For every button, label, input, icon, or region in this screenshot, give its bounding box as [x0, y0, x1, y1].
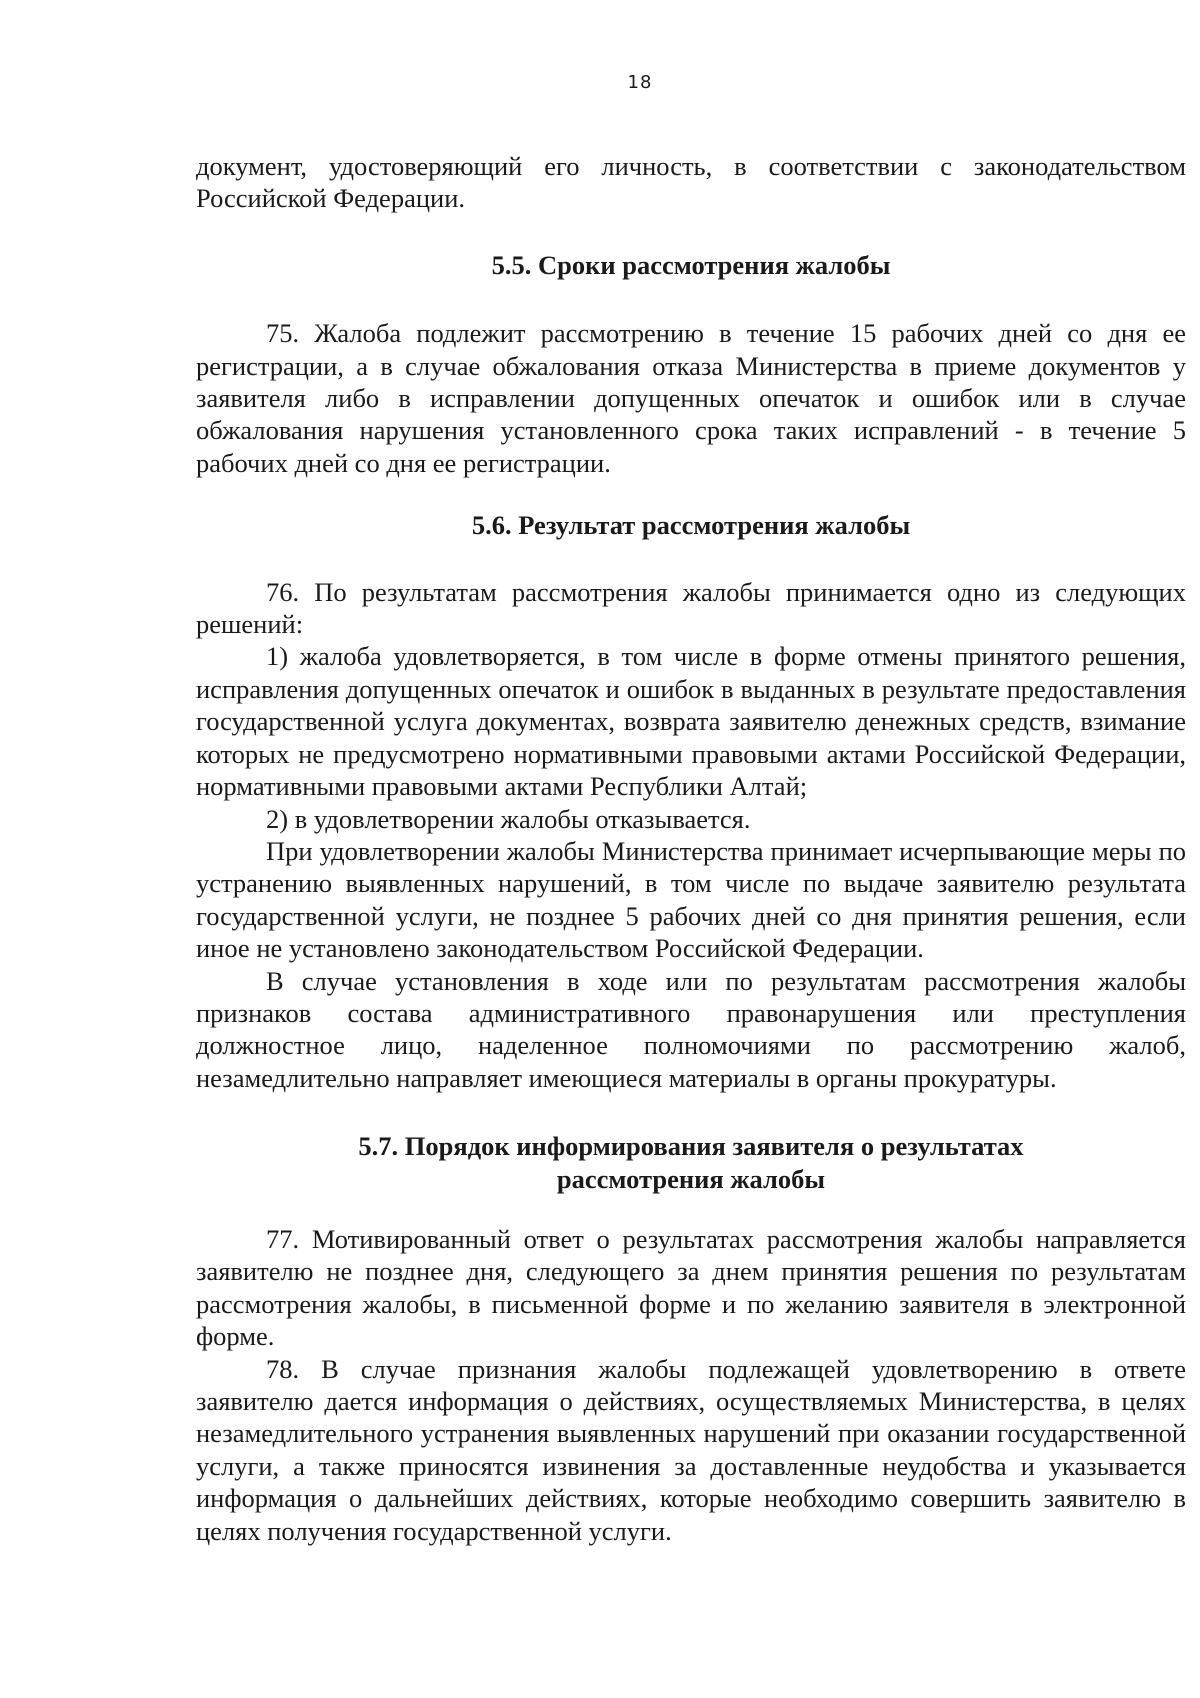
section-heading-5-7-line-1: 5.7. Порядок информирования заявителя о результатах: [358, 1131, 1024, 1162]
page-number: 18: [627, 72, 653, 93]
paragraph-76-item-2: 2) в удовлетворении жалобы отказывается.: [266, 803, 751, 834]
paragraph-75: 75. Жалоба подлежит рассмотрению в течение 15 рабочих дней со дня ее регистрации, а в случае обжалования отказа Министерства в приеме документов у заявителя либо в исправлении допущенных опечаток и ошибок или в случае обжалования нарушения установленного срока таких исправлений - в течение 5 рабочих дней со дня ее регистрации.: [196, 318, 1186, 478]
paragraph-78: 78. В случае признания жалобы подлежащей удовлетворению в ответе заявителю дается информация о действиях, осуществляемых Министерства, в целях незамедлительного устранения выявленных нарушений при оказании государственной услуги, а также приносятся извинения за доставленные неудобства и указывается информация о дальнейших действиях, которые необходимо совершить заявителю в целях получения государственной услуги.: [196, 1353, 1186, 1546]
section-heading-5-7: [196, 1130, 1186, 1195]
document-body: [196, 150, 1186, 1547]
paragraph-76-prosecution: В случае установления в ходе или по результатам рассмотрения жалобы признаков состава административного правонарушения или преступления должностное лицо, наделенное полномочиями по рассмотрению жалоб, незамедлительно направляет имеющиеся материалы в органы прокуратуры.: [196, 965, 1186, 1093]
paragraph-76: 76. По результатам рассмотрения жалобы принимается одно из следующих решений:: [196, 576, 1186, 640]
paragraph-intro: документ, удостоверяющий его личность, в соответствии с законодательством Российской Федерации.: [196, 151, 1186, 214]
section-heading-5-7-line-2: рассмотрения жалобы: [556, 1163, 826, 1194]
paragraph-76-item-1: 1) жалоба удовлетворяется, в том числе в форме отмены принятого решения, исправления допущенных опечаток и ошибок в выданных в результате предоставления государственной услуга документах, возврата заявителю денежных средств, взимание которых не предусмотрено нормативными правовыми актами Российской Федерации, нормативными правовыми актами Республики Алтай;: [196, 641, 1186, 802]
paragraph-77: 77. Мотивированный ответ о результатах рассмотрения жалобы направляется заявителю не позднее дня, следующего за днем принятия решения по результатам рассмотрения жалобы, в письменной форме и по желанию заявителя в электронной форме.: [196, 1223, 1186, 1352]
section-heading-5-6: 5.6. Результат рассмотрения жалобы: [471, 510, 911, 541]
paragraph-76-satisfaction: При удовлетворении жалобы Министерства принимает исчерпывающие меры по устранению выявленных нарушений, в том числе по выдаче заявителю результата государственной услуги, не позднее 5 рабочих дней со дня принятия решения, если иное не установлено законодательством Российской Федерации.: [196, 835, 1186, 964]
section-heading-5-5: 5.5. Сроки рассмотрения жалобы: [491, 249, 891, 280]
